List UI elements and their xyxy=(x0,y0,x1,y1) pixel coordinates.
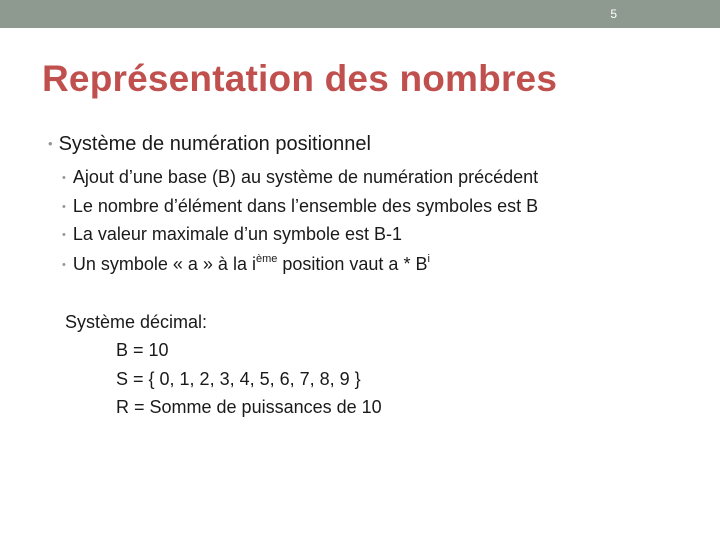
top-bar xyxy=(0,0,720,28)
bullet-dot-icon: • xyxy=(62,172,66,184)
sub-bullet-text: Le nombre d’élément dans l’ensemble des symboles est B xyxy=(72,196,539,216)
sub-bullet-1 xyxy=(62,167,538,188)
bullet-dot-icon: • xyxy=(62,201,66,213)
sub-bullet-text-part2: position vaut a * B xyxy=(277,254,428,274)
sub-bullet-text: La valeur maximale d’un symbole est B-1 xyxy=(72,224,403,244)
sub-bullet-3 xyxy=(62,224,402,245)
sub-bullet-text-part1: Un symbole « a » à la i xyxy=(72,254,256,274)
sub-bullet-2 xyxy=(62,196,538,217)
slide-number: 5 xyxy=(610,7,617,21)
decimal-symbols-line: S = { 0, 1, 2, 3, 4, 5, 6, 7, 8, 9 } xyxy=(116,369,361,389)
sub-bullet-4 xyxy=(62,253,430,275)
bullet-dot-icon: • xyxy=(62,259,66,271)
slide-title: Représentation des nombres xyxy=(42,58,558,99)
superscript-eme: ème xyxy=(255,253,278,265)
main-bullet xyxy=(48,133,371,156)
sub-bullet-text: Ajout d’une base (B) au système de numération précédent xyxy=(72,167,539,187)
superscript-i: i xyxy=(427,253,430,265)
bullet-dot-icon: • xyxy=(62,229,66,241)
decimal-heading: Système décimal: xyxy=(65,312,208,332)
decimal-rule-line: R = Somme de puissances de 10 xyxy=(116,397,382,417)
main-bullet-text: Système de numération positionnel xyxy=(58,133,371,155)
decimal-base-line: B = 10 xyxy=(116,340,169,360)
bullet-dot-icon: • xyxy=(48,136,53,151)
